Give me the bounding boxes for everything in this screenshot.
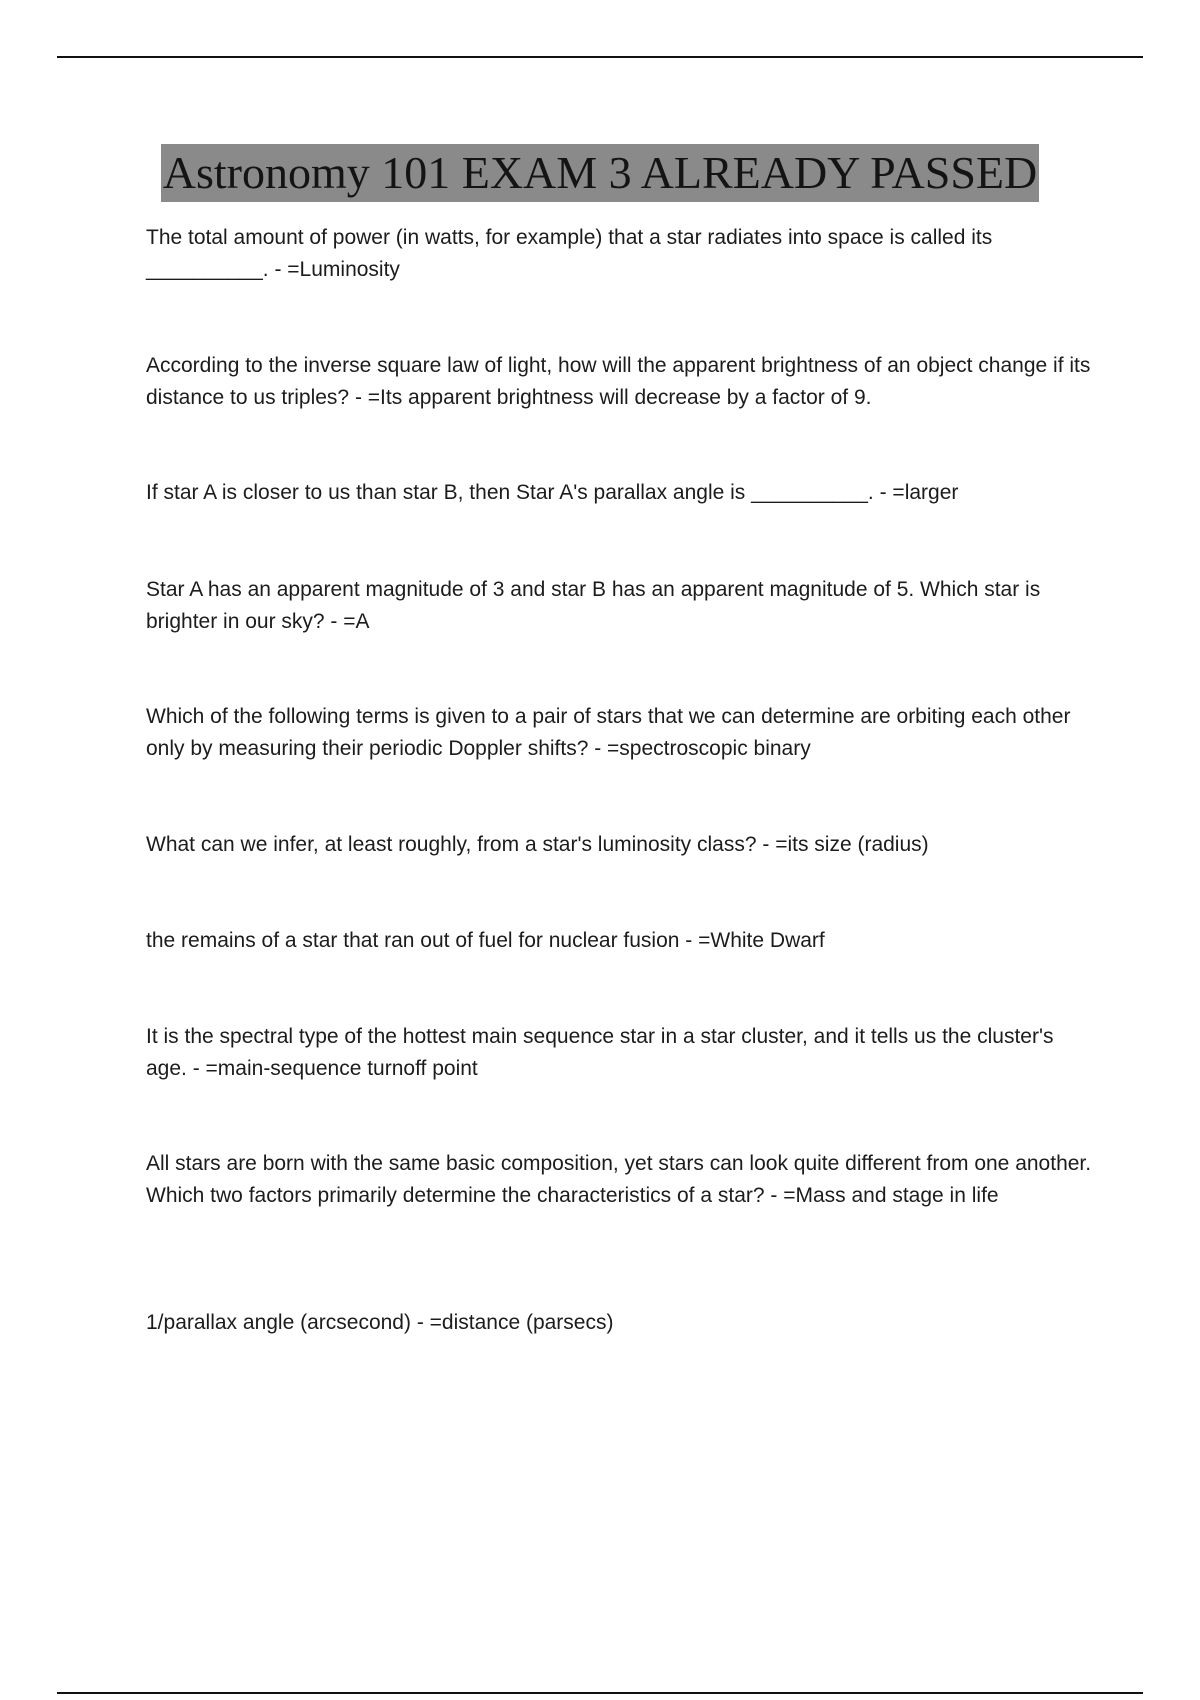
bottom-rule [57, 1692, 1143, 1694]
qa-item-4: Star A has an apparent magnitude of 3 and star B has an apparent magnitude of 5. Which star is brighter in our sky? - =A [146, 578, 1041, 633]
document-title: Astronomy 101 EXAM 3 ALREADY PASSED [161, 144, 1040, 202]
qa-item-6: What can we infer, at least roughly, from a star's luminosity class? - =its size (radius) [146, 833, 929, 856]
qa-item-1: The total amount of power (in watts, for example) that a star radiates into space is called its __________. - =Luminosity [146, 226, 993, 281]
qa-item-2: According to the inverse square law of light, how will the apparent brightness of an object change if its distance to us triples? - =Its apparent brightness will decrease by a factor of 9. [146, 354, 1091, 409]
qa-item-10: 1/parallax angle (arcsecond) - =distance (parsecs) [146, 1311, 614, 1334]
top-rule [57, 56, 1143, 58]
qa-item-5: Which of the following terms is given to a pair of stars that we can determine are orbiting each other only by measuring their periodic Doppler shifts? - =spectroscopic binary [146, 705, 1071, 760]
qa-item-7: the remains of a star that ran out of fuel for nuclear fusion - =White Dwarf [146, 929, 825, 952]
title-container [0, 144, 1200, 202]
qa-item-9: All stars are born with the same basic composition, yet stars can look quite different from one another. Which two factors primarily determine the characteristics of a star? - =Mass and stage in life [146, 1152, 1092, 1207]
qa-item-8: It is the spectral type of the hottest main sequence star in a star cluster, and it tells us the cluster's age. - =main-sequence turnoff point [146, 1025, 1054, 1080]
qa-item-3: If star A is closer to us than star B, then Star A's parallax angle is __________. - =larger [146, 481, 959, 504]
